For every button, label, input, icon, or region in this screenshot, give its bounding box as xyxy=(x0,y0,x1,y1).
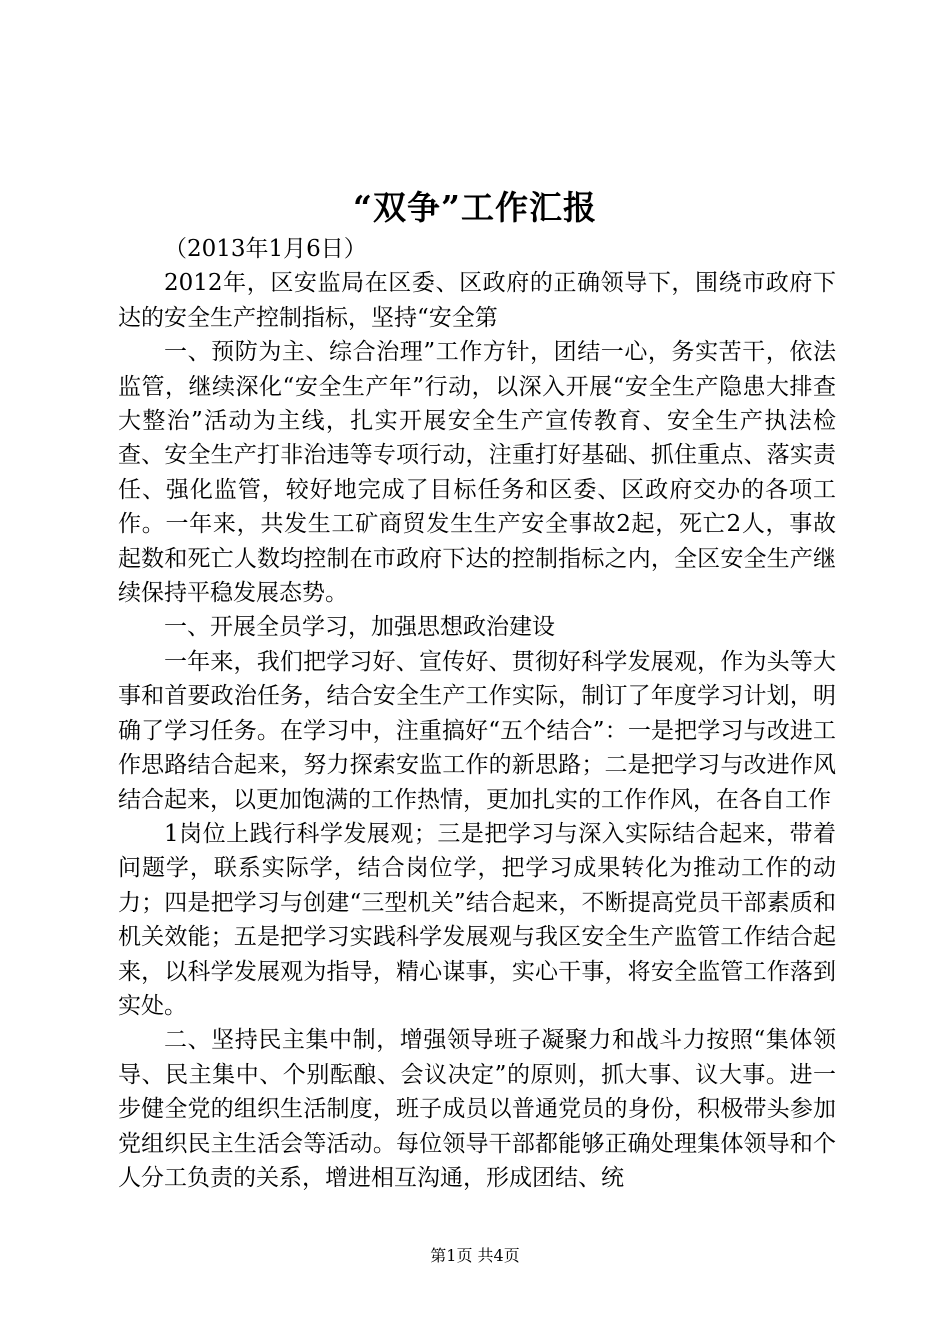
document-date: （2013年1月6日） xyxy=(164,236,367,262)
paragraph-study-continued: 1岗位上践行科学发展观；三是把学习与深入实际结合起来，带着问题学，联系实际学，结合岗位学，把学习成果转化为推动工作的动力；四是把学习与创建“三型机关”结合起来，不断提高党员干部素质和机关效能；五是把学习实践科学发展观与我区安全生产监管工作结合起来，以科学发展观为指导，精心谋事，实心干事，将安全监管工作落到实处。 xyxy=(118,820,836,1019)
paragraph-democratic-centralism: 二、坚持民主集中制，增强领导班子凝聚力和战斗力按照“集体领导、民主集中、个别酝酿、会议决定”的原则，抓大事、议大事。进一步健全党的组织生活制度，班子成员以普通党员的身份，积极带头参加党组织民主生活会等活动。每位领导干部都能够正确处理集体领导和个人分工负责的关系，增进相互沟通，形成团结、统 xyxy=(118,1027,836,1191)
paragraph-intro: 2012年，区安监局在区委、区政府的正确领导下，围绕市政府下达的安全生产控制指标，坚持“安全第 xyxy=(118,270,836,331)
paragraph-overview: 一、预防为主、综合治理”工作方针，团结一心，务实苦干，依法监管，继续深化“安全生产年”行动，以深入开展“安全生产隐患大排查大整治”活动为主线，扎实开展安全生产宣传教育、安全生产执法检查、安全生产打非治违等专项行动，注重打好基础、抓住重点、落实责任、强化监管，较好地完成了目标任务和区委、区政府交办的各项工作。一年来，共发生工矿商贸发生生产安全事故2起，死亡2人，事故起数和死亡人数均控制在市政府下达的控制指标之内，全区安全生产继续保持平稳发展态势。 xyxy=(118,339,836,607)
page-number-footer: 第1页 共4页 xyxy=(430,1246,520,1265)
document-title: “双争”工作汇报 xyxy=(353,188,597,227)
paragraph-study: 一年来，我们把学习好、宣传好、贯彻好科学发展观，作为头等大事和首要政治任务，结合安全生产工作实际，制订了年度学习计划，明确了学习任务。在学习中，注重搞好“五个结合”：一是把学习与改进工作思路结合起来，努力探索安监工作的新思路；二是把学习与改进作风结合起来，以更加饱满的工作热情，更加扎实的工作作风，在各自工作 xyxy=(118,648,836,813)
document-body xyxy=(118,232,836,1195)
section-heading-study: 一、开展全员学习，加强思想政治建设 xyxy=(164,614,555,641)
